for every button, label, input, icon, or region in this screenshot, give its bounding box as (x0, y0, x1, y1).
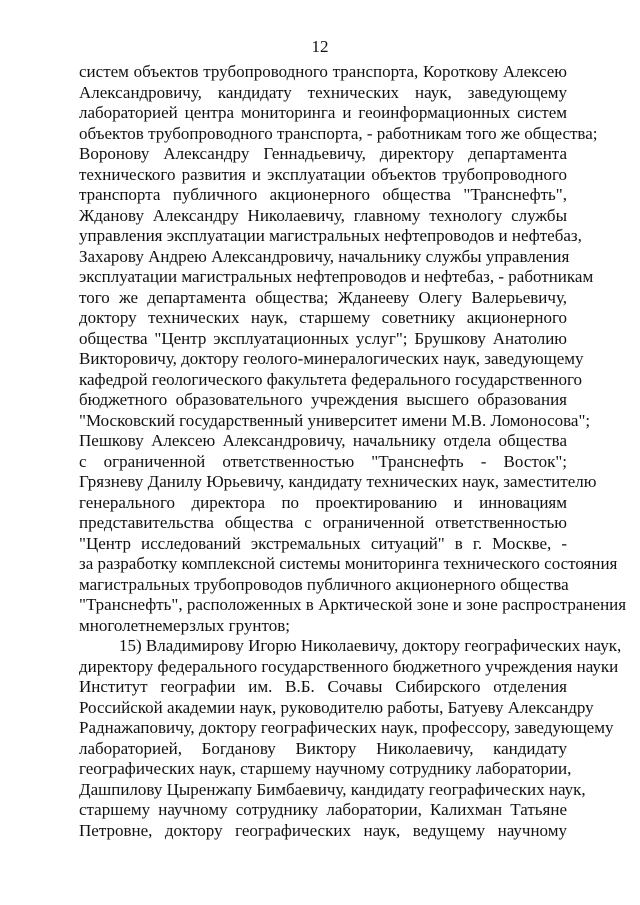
text-line: управления эксплуатации магистральных нефтепроводов и нефтебаз, (79, 226, 582, 245)
text-line: многолетнемерзлых грунтов; (79, 615, 290, 635)
text-line: с ограниченной ответственностью "Транснефть - Восток"; (79, 451, 567, 471)
text-line: эксплуатации магистральных нефтепроводов и нефтебаз, - работникам (79, 267, 594, 286)
text-line: директору федерального государственного бюджетного учреждения науки (79, 656, 619, 676)
text-line: Раднажаповичу, доктору географических наук, профессору, заведующему (79, 718, 614, 737)
text-line: старшему научному сотруднику лаборатории, Калихман Татьяне (79, 800, 567, 819)
document-body (79, 62, 627, 841)
text-line: общества "Центр эксплуатационных услуг"; Брушкову Анатолию (79, 328, 567, 348)
text-line: объектов трубопроводного транспорта, - работникам того же общества; (79, 123, 598, 143)
text-line: транспорта публичного акционерного общества "Транснефть", (79, 185, 567, 204)
text-line: Пешкову Алексею Александровичу, начальнику отдела общества (79, 431, 567, 450)
text-line: "Московский государственный университет имени М.В. Ломоносова"; (79, 410, 591, 430)
text-line: представительства общества с ограниченной ответственностью (79, 513, 567, 532)
text-line: того же департамента общества; Жданееву Олегу Валерьевичу, (79, 287, 567, 307)
text-line: систем объектов трубопроводного транспорта, Короткову Алексею (79, 62, 567, 81)
text-line: Петровне, доктору географических наук, ведущему научному (79, 820, 567, 840)
text-line: Жданову Александру Николаевичу, главному технологу службы (79, 205, 567, 225)
page-number: 12 (311, 37, 329, 56)
text-line: Захарову Андрею Александровичу, начальнику службы управления (79, 246, 570, 266)
text-line: магистральных трубопроводов публичного акционерного общества (79, 574, 569, 594)
text-line: Институт географии им. В.Б. Сочавы Сибирского отделения (79, 677, 567, 696)
text-line: Дашпилову Цыренжапу Бимбаевичу, кандидату географических наук, (79, 779, 586, 799)
text-line: лабораторией, Богданову Виктору Николаевичу, кандидату (79, 738, 567, 758)
text-line: географических наук, старшему научному сотруднику лаборатории, (79, 759, 572, 778)
text-line: "Центр исследований экстремальных ситуаций" в г. Москве, - (79, 533, 567, 553)
text-line: лабораторией центра мониторинга и геоинформационных систем (79, 103, 567, 122)
text-line: "Транснефть", расположенных в Арктической зоне и зоне распространения (79, 595, 627, 614)
text-line: доктору технических наук, старшему советнику акционерного (79, 308, 567, 327)
text-line: 15) Владимирову Игорю Николаевичу, доктору географических наук, (119, 636, 622, 655)
text-line: Воронову Александру Геннадьевичу, директору департамента (79, 144, 567, 163)
text-line: за разработку комплексной системы мониторинга технического состояния (79, 554, 618, 573)
text-line: бюджетного образовательного учреждения высшего образования (79, 390, 567, 409)
text-line: Грязневу Данилу Юрьевичу, кандидату технических наук, заместителю (79, 472, 597, 491)
text-line: технического развития и эксплуатации объектов трубопроводного (79, 164, 567, 184)
text-line: кафедрой геологического факультета федерального государственного (79, 369, 583, 389)
text-line: Викторовичу, доктору геолого-минералогических наук, заведующему (79, 349, 584, 368)
text-line: Российской академии наук, руководителю работы, Батуеву Александру (79, 697, 594, 717)
text-line: генерального директора по проектированию и инновациям (79, 492, 567, 512)
text-line: Александровичу, кандидату технических наук, заведующему (79, 82, 567, 102)
